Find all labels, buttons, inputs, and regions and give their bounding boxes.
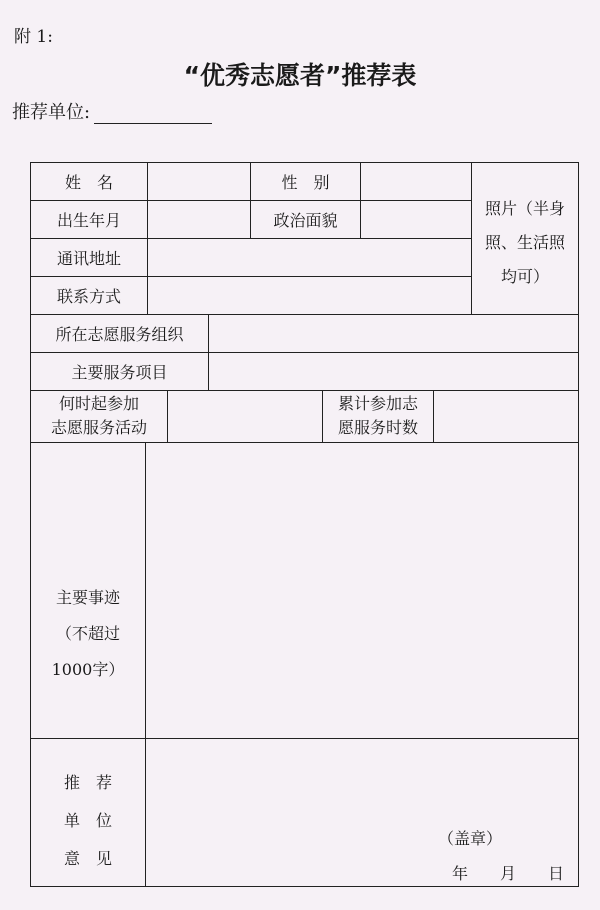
label-name: 姓 名 (64, 173, 113, 192)
table-border-right (578, 162, 579, 887)
date-line: 年 月 日 (452, 864, 565, 883)
label-hours (323, 392, 433, 440)
label-projects: 主要服务项目 (71, 363, 168, 382)
rule-4 (30, 314, 579, 315)
rule-3 (30, 276, 471, 277)
label-photo (472, 192, 578, 294)
seal-note: （盖章） (438, 829, 503, 848)
table-border-top (30, 162, 579, 163)
deeds-line-2: （不超过 (55, 624, 120, 643)
photo-line-3: 均可） (500, 267, 549, 286)
opinion-line-3: 意 见 (63, 849, 112, 868)
photo-line-1: 照片（半身 (484, 199, 565, 218)
photo-line-2: 照、生活照 (484, 233, 565, 252)
label-birth: 出生年月 (56, 211, 121, 230)
unit-label: 推荐单位: (12, 102, 91, 123)
form-title: “优秀志愿者”推荐表 (183, 61, 417, 90)
opinion-line-2: 单 位 (63, 811, 112, 830)
col-deeds (145, 442, 146, 886)
rule-2 (30, 238, 471, 239)
label-contact: 联系方式 (56, 287, 121, 306)
col-org (208, 314, 209, 390)
rule-7 (30, 442, 579, 443)
hours-line-1: 累计参加志 (337, 394, 418, 413)
rule-8 (30, 738, 579, 739)
deeds-line-1: 主要事迹 (55, 588, 120, 607)
opinion-line-1: 推 荐 (63, 773, 112, 792)
label-opinion (31, 764, 145, 878)
label-deeds (31, 580, 145, 688)
start-line-2: 志愿服务活动 (50, 418, 147, 437)
start-line-1: 何时起参加 (58, 394, 139, 413)
hours-line-2: 愿服务时数 (337, 418, 418, 437)
col-hours-value (433, 390, 434, 442)
col-start (167, 390, 168, 442)
label-start (31, 392, 167, 440)
label-address: 通讯地址 (56, 249, 121, 268)
deeds-line-3: 1000字） (51, 660, 125, 679)
label-gender: 性 别 (281, 173, 330, 192)
label-org: 所在志愿服务组织 (55, 325, 184, 344)
rule-5 (30, 352, 579, 353)
label-politics: 政治面貌 (273, 211, 338, 230)
annex-label: 附 1: (14, 27, 53, 47)
col-label-divider (147, 162, 148, 314)
col-mid-2 (360, 162, 361, 238)
